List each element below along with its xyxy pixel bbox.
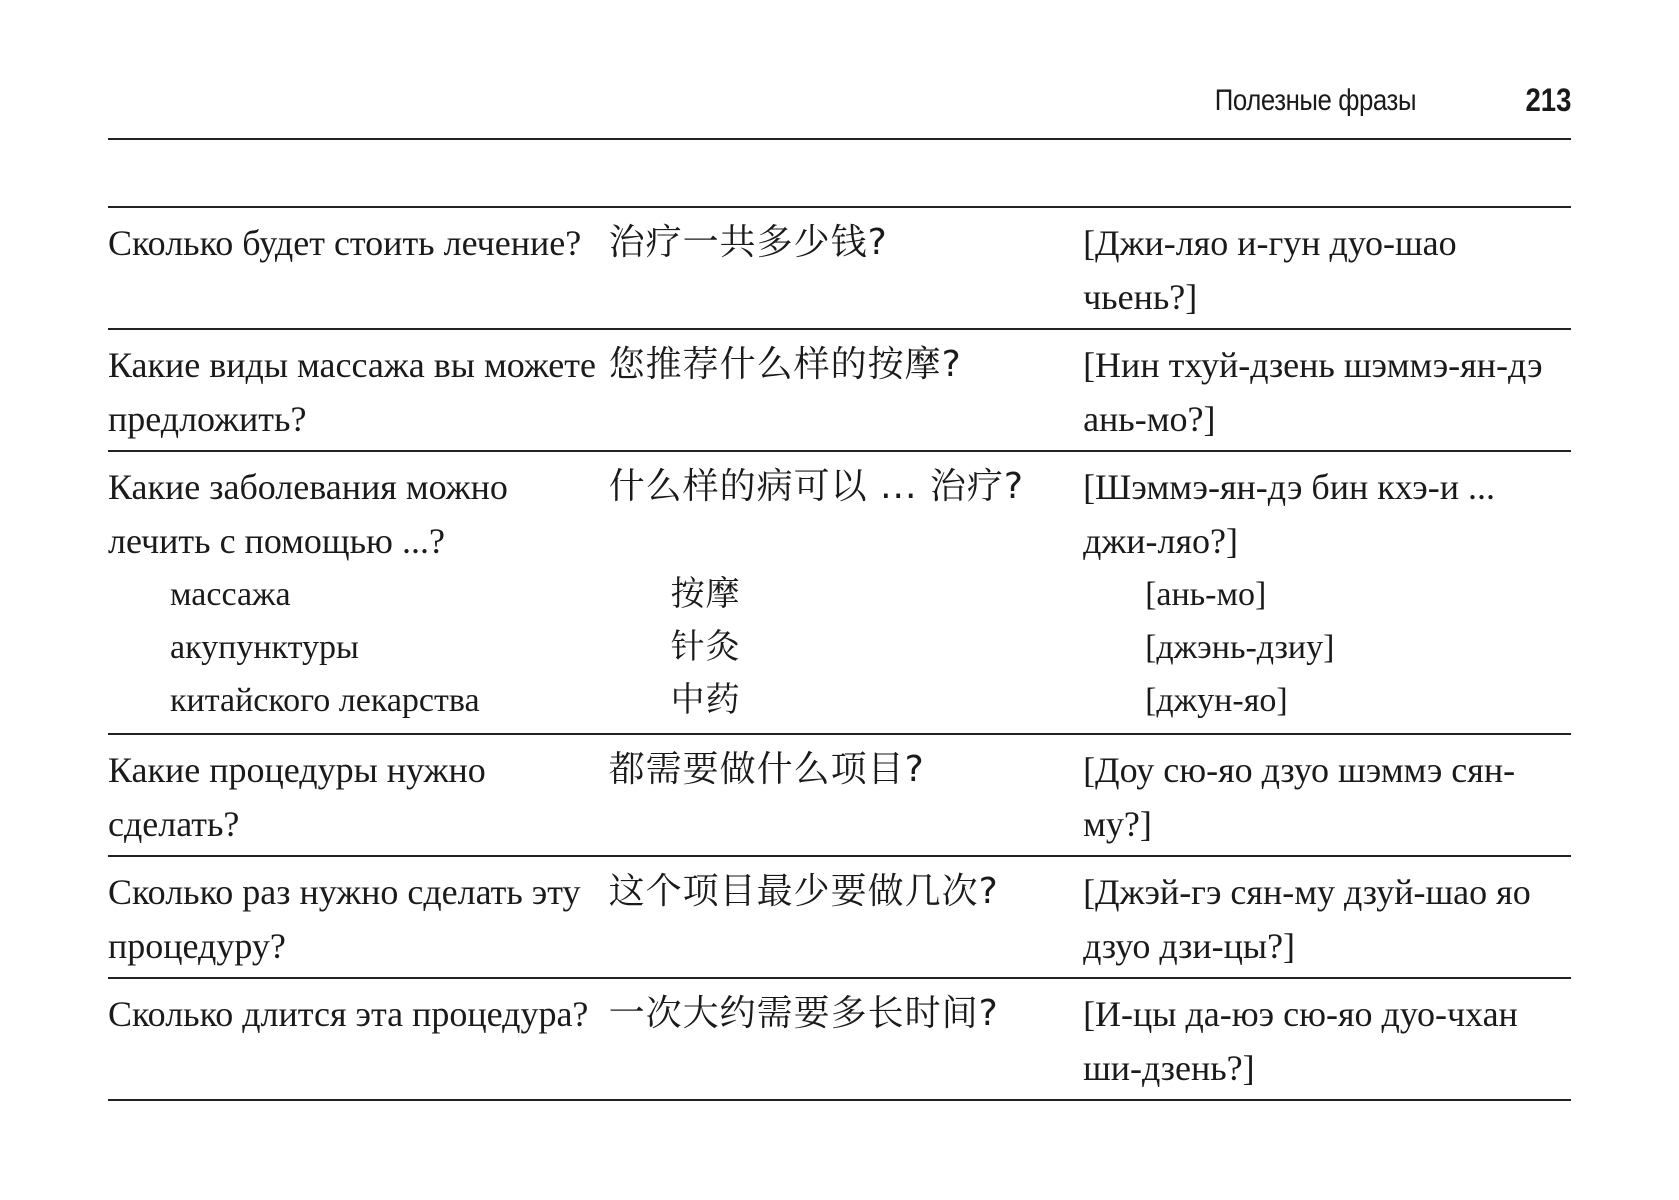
sub-option-row [108,568,1571,621]
phrase-table [108,206,1571,1101]
phrase-row [108,451,1571,568]
chinese-phrase: 什么样的病可以 ... 治疗? [608,466,1024,507]
chinese-phrase: 这个项目最少要做几次? [609,856,1083,978]
phrase-row [108,978,1571,1100]
option-transliteration: [джун-яо] [1083,674,1571,734]
chinese-phrase: 一次大约需要多长时间? [609,978,1083,1100]
sub-option-row [108,674,1571,734]
sub-option-row [108,621,1571,674]
running-head [108,82,1571,140]
russian-option: акупунктуры [170,629,359,666]
russian-phrase: Сколько раз нужно сделать эту процедуру? [108,856,609,978]
russian-phrase: Какие виды массажа вы можете предложить? [108,329,609,451]
transliteration: [И-цы да-юэ сю-яо дуо-чхан ши-дзень?] [1083,978,1571,1100]
russian-phrase: Сколько длится эта процедура? [108,978,609,1100]
phrase-row [108,329,1571,451]
phrase-row [108,734,1571,856]
phrase-row [108,856,1571,978]
section-title: Полезные фразы [1214,84,1416,117]
option-transliteration: [джэнь-дзиу] [1145,629,1335,666]
chinese-phrase: 都需要做什么项目? [609,734,1083,856]
chinese-option: 中药 [609,674,1083,734]
transliteration: [Джи-ляо и-гун дуо-шао чьень?] [1083,207,1571,329]
transliteration: [Доу сю-яо дзуо шэммэ сян-му?] [1083,734,1571,856]
russian-phrase: Сколько будет стоить лечение? [108,207,609,329]
russian-phrase: Какие процедуры нужно сделать? [108,734,609,856]
transliteration: [Нин тхуй-дзень шэммэ-ян-дэ ань-мо?] [1083,329,1571,451]
chinese-phrase: 您推荐什么样的按摩? [609,329,1083,451]
page-number: 213 [1525,82,1571,118]
chinese-option: 按摩 [670,574,741,614]
russian-option: массажа [170,576,291,613]
transliteration: [Шэммэ-ян-дэ бин кхэ-и ... джи-ляо?] [1083,467,1495,561]
option-transliteration: [ань-мо] [1145,576,1267,613]
russian-phrase: Какие заболевания можно лечить с помощью ...? [108,467,508,561]
transliteration: [Джэй-гэ сян-му дзуй-шао яо дзуо дзи-цы?] [1083,856,1571,978]
phrase-row [108,207,1571,329]
chinese-option: 针灸 [670,627,741,667]
chinese-phrase: 治疗一共多少钱? [609,207,1083,329]
russian-option: китайского лекарства [108,674,609,734]
